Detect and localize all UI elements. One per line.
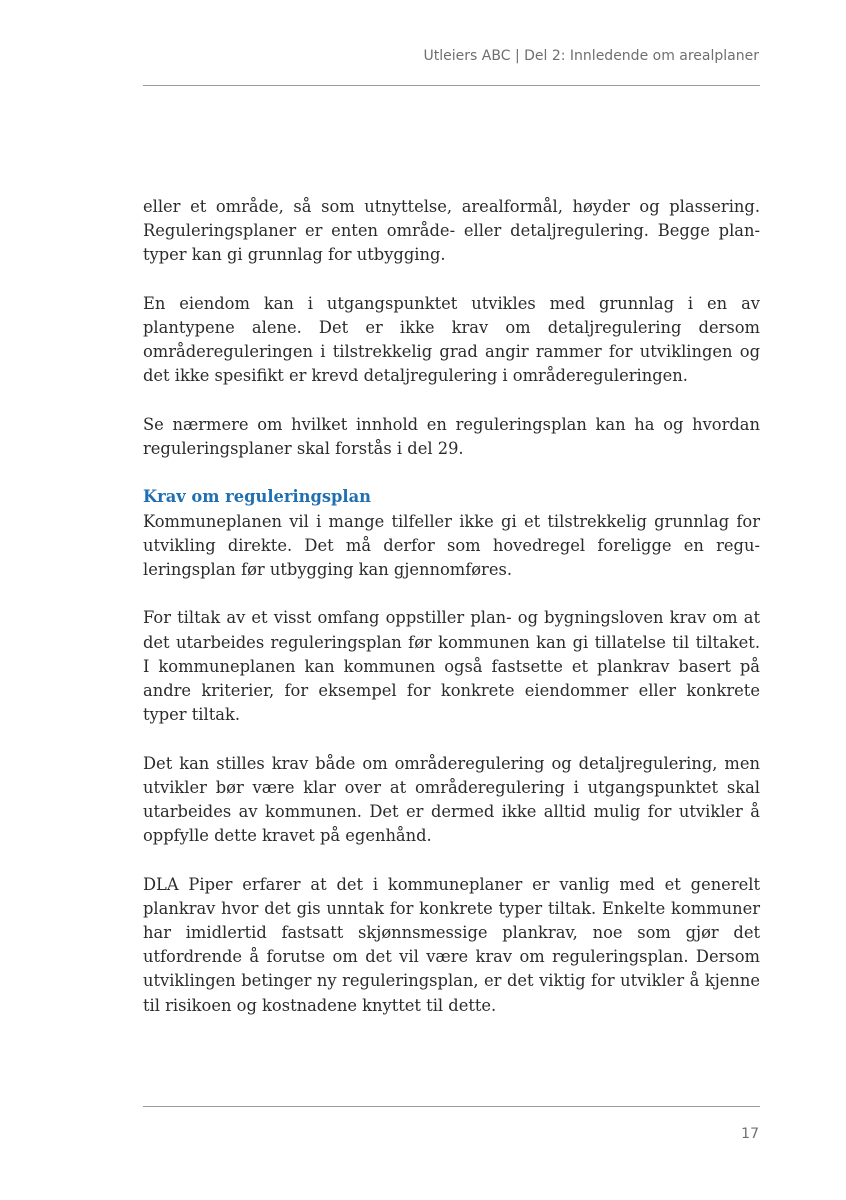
- footer-divider: [143, 1106, 760, 1107]
- paragraph: Se nærmere om hvilket innhold en reguleringsplan kan ha og hvordan reguleringsplaner skal forstås i del 29.: [143, 414, 760, 458]
- page-number: 17: [741, 1126, 759, 1142]
- running-header: Utleiers ABC | Del 2: Innledende om arealplaner: [423, 48, 759, 64]
- paragraph: Kommuneplanen vil i mange tilfeller ikke gi et tilstrekkelig grunnlag for utvikling direkte. Det må derfor som hovedregel foreligge en reguleringsplan før utbygging kan gjennomføres.: [143, 511, 760, 579]
- paragraph: Det kan stilles krav både om områderegulering og detaljregulering, men utvikler bør være klar over at områderegulering i utgangspunktet skal utarbeides av kommunen. Det er dermed ikke alltid mulig for utvikler å oppfylle dette kravet på egenhånd.: [143, 753, 760, 846]
- paragraph: For tiltak av et visst omfang oppstiller plan- og bygningsloven krav om at det utarbeides reguleringsplan før kommunen kan gi tillatelse til tiltaket. I kommuneplanen kan kommunen også fastsette et plankrav basert på andre kriterier, for eksempel for konkrete eiendommer eller konkrete typer tiltak.: [143, 608, 760, 725]
- main-text: [143, 195, 760, 1042]
- paragraph: eller et område, så som utnyttelse, arealformål, høyder og plassering. Reguleringsplaner er enten område- eller detaljregulering. Begge plantyper kan gi grunnlag for utbygging.: [143, 197, 760, 265]
- paragraph: DLA Piper erfarer at det i kommuneplaner er vanlig med et generelt plankrav hvor det gis unntak for konkrete typer tiltak. Enkelte kommuner har imidlertid fastsatt skjønnsmessige plankrav, noe som gjør det utfordrende å forutse om det vil være krav om reguleringsplan. Dersom utviklingen betinger ny reguleringsplan, er det viktig for utvikler å kjenne til risikoen og kostnadene knyttet til dette.: [143, 874, 760, 1015]
- paragraph: En eiendom kan i utgangspunktet utvikles med grunnlag i en av plantypene alene. Det er ikke krav om detaljregulering dersom områdereguleringen i tilstrekkelig grad angir rammer for utviklingen og det ikke spesifikt er krevd detaljregulering i områdereguleringen.: [143, 293, 760, 386]
- section-heading: Krav om reguleringsplan: [143, 487, 371, 507]
- header-divider: [143, 85, 760, 86]
